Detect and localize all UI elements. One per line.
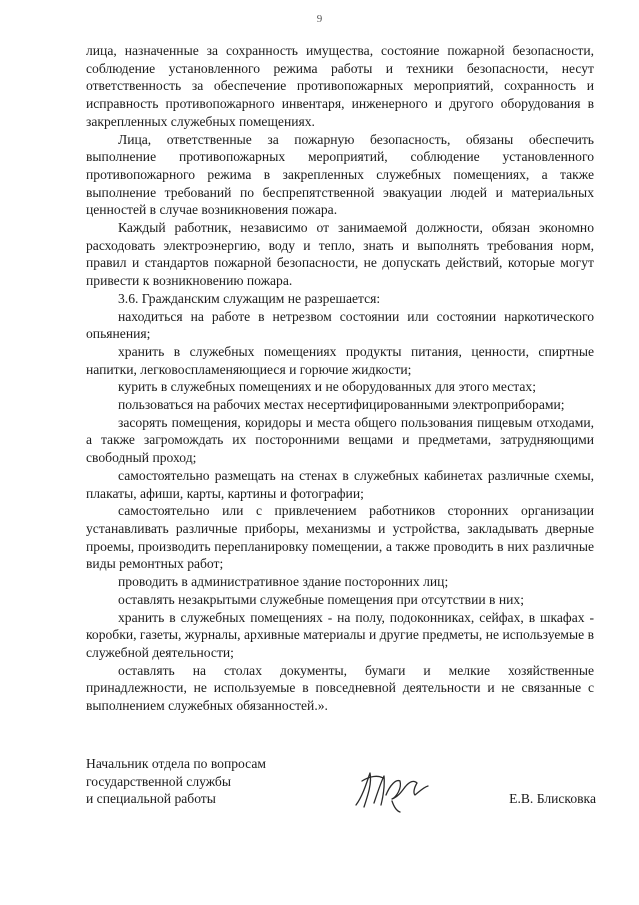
list-item: оставлять незакрытыми служебные помещения при отсутствии в них; bbox=[118, 591, 524, 607]
list-item: самостоятельно или с привлечением работников сторонних организации устанавливать различные приборы, механизмы и устройства, закладывать дверные проемы, производить перепланировку помещении, а также проводить в них различные виды ремонтных работ; bbox=[86, 503, 594, 572]
section-heading: 3.6. Гражданским служащим не разрешается: bbox=[118, 290, 381, 306]
list-item: оставлять на столах документы, бумаги и мелкие хозяйственные принадлежности, не используемые в повседневной деятельности и не связанные с выполнением служебных обязанностей.». bbox=[86, 662, 594, 714]
signer-name: Е.В. Блисковка bbox=[509, 791, 596, 806]
signature-block bbox=[86, 755, 596, 815]
list-item: хранить в служебных помещениях продукты питания, ценности, спиртные напитки, легковоспламеняющиеся и горючие жидкости; bbox=[86, 343, 594, 377]
list-item: проводить в административное здание посторонних лиц; bbox=[118, 574, 449, 590]
list-item: курить в служебных помещениях и не оборудованных для этого местах; bbox=[118, 379, 536, 395]
list-item: находиться на работе в нетрезвом состоянии или состоянии наркотического опьянения; bbox=[86, 308, 594, 342]
handwritten-signature bbox=[352, 767, 436, 813]
list-item: самостоятельно размещать на стенах в служебных кабинетах различные схемы, плакаты, афиши, карты, картины и фотографии; bbox=[86, 467, 594, 501]
paragraph: Лица, ответственные за пожарную безопасность, обязаны обеспечить выполнение противопожарных мероприятий, соблюдение установленного противопожарного режима в закрепленных служебных помещениях, а также выполнение требований по беспрепятственной эвакуации людей и материальных ценностей в случае возникновения пожара. bbox=[86, 131, 594, 218]
list-item: хранить в служебных помещениях - на полу, подоконниках, сейфах, в шкафах - коробки, газеты, журналы, архивные материалы и другие предметы, не используемые в служебной деятельности; bbox=[86, 609, 594, 660]
paragraph: лица, назначенные за сохранность имущества, состояние пожарной безопасности, соблюдение установленного режима работы и техники безопасности, несут ответственность за обеспечение противопожарных мероприятий, сохранность и исправность противопожарного инвентаря, инженерного и другого оборудования в закрепленных служебных помещениях. bbox=[86, 43, 594, 129]
list-item: пользоваться на рабочих местах несертифицированными электроприборами; bbox=[118, 397, 565, 413]
page-number: 9 bbox=[316, 13, 323, 25]
list-item: засорять помещения, коридоры и места общего пользования пищевым отходами, а также загромождать их посторонними вещами и предметами, затрудняющими свободный проход; bbox=[86, 414, 594, 466]
paragraph: Каждый работник, независимо от занимаемой должности, обязан экономно расходовать электроэнергию, воду и тепло, знать и выполнять требования норм, правил и стандартов пожарной безопасности, не допускать действий, которые могут привести к возникновению пожара. bbox=[86, 220, 594, 289]
signer-title: Начальник отдела по вопросам государственной службы и специальной работы bbox=[86, 756, 267, 806]
document-body bbox=[86, 42, 594, 715]
